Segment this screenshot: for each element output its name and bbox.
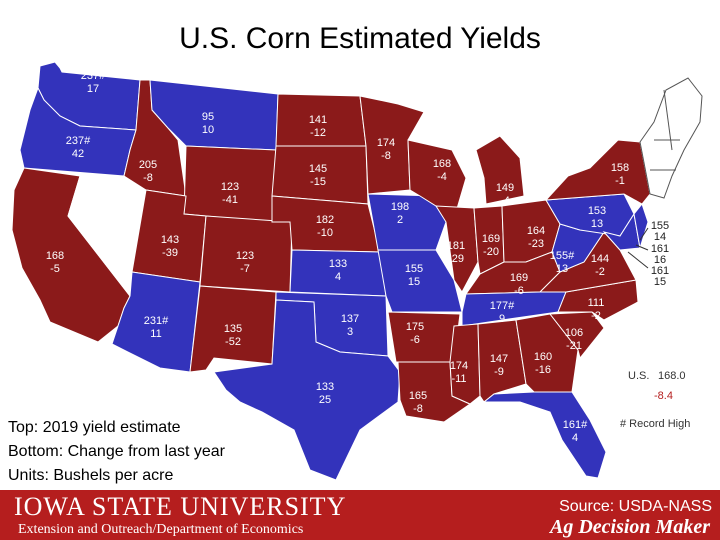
state-il-yield: 181 [446, 240, 466, 252]
state-ca-yield: 168 [45, 250, 65, 262]
state-co-yield: 123 [235, 250, 255, 262]
state-fl-yield: 161# [562, 419, 588, 431]
state-ms-change: -11 [451, 373, 467, 385]
state-tx-yield: 133 [315, 381, 335, 393]
state-oh-yield: 164 [526, 225, 546, 237]
east-coast-2-change: 16 [653, 254, 667, 266]
state-ks-yield: 133 [328, 258, 348, 270]
state-mo-change: 15 [407, 276, 421, 288]
footer-bar [0, 490, 720, 540]
state-ne-yield: 182 [315, 214, 335, 226]
east-coast-1-yield: 155 [650, 220, 670, 232]
state-nm-change: -52 [225, 336, 241, 348]
state-ut-change: -39 [162, 247, 178, 259]
state-ca-change: -5 [50, 263, 60, 275]
state-ky-yield: 169 [509, 272, 529, 284]
state-ga-change: -16 [535, 364, 551, 376]
us-yield-value: 168.0 [658, 370, 686, 382]
state-sc-yield: 106 [564, 327, 584, 339]
state-il-change: -29 [448, 253, 464, 265]
state-id-change: -8 [143, 172, 153, 184]
state-mn-change: -8 [381, 150, 391, 162]
state-ia-change: 2 [396, 214, 404, 226]
state-sd-change: -15 [310, 176, 326, 188]
state-wa-change: 17 [86, 83, 100, 95]
state-ia-yield: 198 [390, 201, 410, 213]
state-nm-yield: 135 [223, 323, 243, 335]
state-mo-yield: 155 [404, 263, 424, 275]
state-wv-yield: 155# [549, 250, 575, 262]
state-tx-change: 25 [318, 394, 332, 406]
state-ks-change: 4 [334, 271, 342, 283]
state-pa-change: 13 [590, 218, 604, 230]
state-co-change: -7 [240, 263, 250, 275]
state-tn-change: 9 [498, 313, 506, 325]
state-or-yield: 237# [65, 135, 91, 147]
legend-units-line: Units: Bushels per acre [8, 467, 174, 484]
state-oh-change: -23 [528, 238, 544, 250]
state-fl [484, 392, 606, 478]
east-coast-3-change: 15 [653, 276, 667, 288]
state-nd-change: -12 [310, 127, 326, 139]
state-wv-change: 13 [555, 263, 569, 275]
state-fl-change: 4 [571, 432, 579, 444]
us-yield-change: -8.4 [654, 390, 673, 402]
state-ga-yield: 160 [533, 351, 553, 363]
state-ny-change: -1 [615, 175, 625, 187]
page-title: U.S. Corn Estimated Yields [179, 22, 541, 55]
state-ar [388, 312, 460, 362]
state-mi-yield: 149 [495, 182, 515, 194]
state-sd [272, 146, 368, 204]
state-new-england [640, 78, 702, 198]
state-pa-yield: 153 [587, 205, 607, 217]
state-wy-change: -41 [222, 194, 238, 206]
state-ar-yield: 175 [405, 321, 425, 333]
state-mi-change: -4 [500, 195, 510, 207]
state-la-yield: 165 [408, 390, 428, 402]
us-label: U.S. [628, 370, 650, 382]
us-summary [628, 370, 686, 402]
state-ny-yield: 158 [610, 162, 630, 174]
state-wa-yield: 237# [80, 70, 106, 82]
state-wy-yield: 123 [220, 181, 240, 193]
state-ar-change: -6 [410, 334, 420, 346]
state-nc-yield: 111 [587, 297, 605, 309]
state-tn-yield: 177# [489, 300, 515, 312]
state-az-change: 11 [150, 328, 162, 340]
state-wi-yield: 168 [432, 158, 452, 170]
state-az-yield: 231# [143, 315, 169, 327]
east-coast-1-change: 14 [653, 231, 667, 243]
state-or-change: 42 [71, 148, 85, 160]
state-ky-change: -6 [514, 285, 524, 297]
state-ms-yield: 174 [449, 360, 469, 372]
state-mt-change: 10 [201, 124, 215, 136]
state-al-change: -9 [494, 366, 504, 378]
legend-top-line: Top: 2019 yield estimate [8, 419, 181, 436]
state-mt-yield: 95 [201, 111, 215, 123]
state-nd-yield: 141 [308, 114, 328, 126]
east-coast-2-yield: 161 [650, 243, 670, 255]
brand-text: Ag Decision Maker [550, 516, 710, 538]
state-ne-change: -10 [317, 227, 333, 239]
state-al-yield: 147 [489, 353, 509, 365]
state-ok-yield: 137 [340, 313, 360, 325]
state-id-yield: 205 [138, 159, 158, 171]
state-va-yield: 144 [590, 253, 610, 265]
department-text: Extension and Outreach/Department of Economics [18, 522, 304, 537]
state-nc-change: -2 [591, 310, 601, 322]
state-ny [546, 140, 650, 204]
state-ok-change: 3 [346, 326, 354, 338]
east-coast-leader-3 [628, 252, 648, 268]
east-coast-3-yield: 161 [650, 265, 670, 277]
state-sd-yield: 145 [308, 163, 328, 175]
university-logo-text: IOWA STATE UNIVERSITY [14, 492, 347, 521]
state-in-change: -20 [483, 246, 499, 258]
legend-bottom-line: Bottom: Change from last year [8, 443, 225, 460]
state-ut-yield: 143 [160, 234, 180, 246]
record-high-note: # Record High [620, 418, 691, 430]
state-sc-change: -21 [566, 340, 582, 352]
source-text: Source: USDA-NASS [559, 498, 712, 515]
state-mn-yield: 174 [376, 137, 396, 149]
state-la-change: -8 [413, 403, 423, 415]
state-in-yield: 169 [481, 233, 501, 245]
state-wi-change: -4 [437, 171, 447, 183]
state-va-change: -2 [595, 266, 605, 278]
